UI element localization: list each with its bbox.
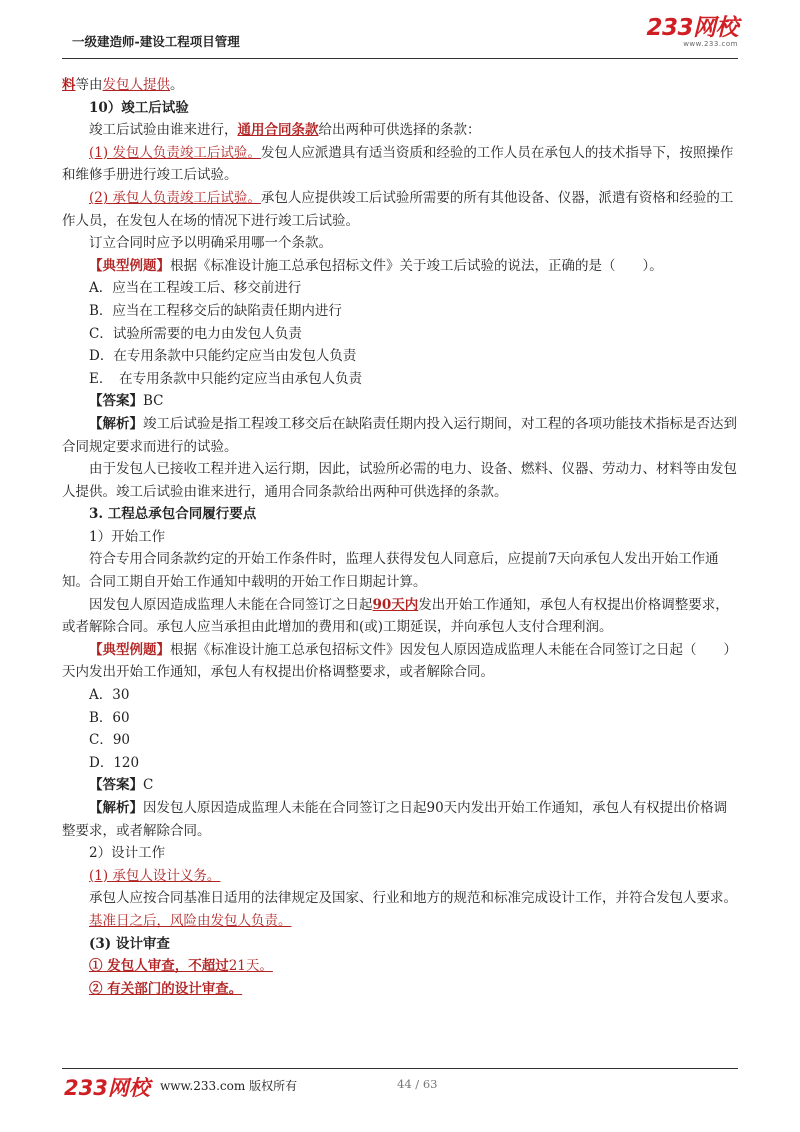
highlight-line: 基准日之后，风险由发包人负责。	[89, 912, 292, 929]
highlight-line: ② 有关部门的设计审查。	[89, 980, 243, 997]
paragraph: 由于发包人已接收工程并进入运行期，因此，试验所必需的电力、设备、燃料、仪器、劳动力、材料等由发包人提供。竣工后试验由谁来进行，通用合同条款给出两种可供选择的条款。	[62, 461, 737, 500]
logo-text: 233网校	[646, 15, 738, 41]
section-heading: 10）竣工后试验	[89, 99, 189, 116]
page-header	[62, 14, 738, 59]
choice-option: D．120	[89, 754, 140, 771]
section-heading: 3. 工程总承包合同履行要点	[89, 506, 257, 523]
page-footer	[62, 1068, 738, 1099]
footer-logo: 233网校	[64, 1076, 150, 1100]
footer-copyright: www.233.com 版权所有	[160, 1079, 298, 1093]
paragraph: 竣工后试验由谁来进行，通用合同条款给出两种可供选择的条款：	[89, 122, 481, 139]
paragraph: 符合专用合同条款约定的开始工作条件时，监理人获得发包人同意后，应提前7天向承包人发出开始工作通知。合同工期自开始工作通知中载明的开始工作日期起计算。	[62, 551, 719, 591]
subsection-heading: 1）开始工作	[89, 528, 166, 545]
highlight-line: ① 发包人审查，不超过21天。	[89, 958, 273, 975]
choice-option: D．在专用条款中只能约定应当由发包人负责	[89, 348, 357, 365]
page-number: 44 / 63	[397, 1077, 438, 1091]
example-question: 【典型例题】根据《标准设计施工总承包招标文件》关于竣工后试验的说法，正确的是（ ）。	[89, 257, 663, 274]
document-body	[62, 74, 738, 1000]
choice-option: A．应当在工程竣工后、移交前进行	[89, 280, 302, 297]
paragraph: 订立合同时应予以明确采用哪一个条款。	[89, 235, 332, 252]
subsection-heading: (3) 设计审查	[89, 935, 170, 952]
choice-option: C．90	[89, 732, 131, 749]
choice-option: A．30	[89, 687, 130, 704]
highlight-line: (1) 承包人设计义务。	[89, 867, 221, 884]
header-title: 一级建造师-建设工程项目管理	[72, 34, 240, 49]
answer-line: 【答案】C	[89, 777, 154, 794]
answer-line: 【答案】BC	[89, 393, 164, 410]
analysis-paragraph: 【解析】竣工后试验是指工程竣工移交后在缺陷责任期内投入运行期间，对工程的各项功能技术指标是否达到合同规定要求而进行的试验。	[62, 415, 737, 455]
analysis-paragraph: 【解析】因发包人原因造成监理人未能在合同签订之日起90天内发出开始工作通知，承包人有权提出价格调整要求，或者解除合同。	[62, 800, 728, 839]
choice-option: C．试验所需要的电力由发包人负责	[89, 325, 302, 342]
choice-option: E． 在专用条款中只能约定应当由承包人负责	[89, 370, 363, 387]
example-question: 【典型例题】根据《标准设计施工总承包招标文件》因发包人原因造成监理人未能在合同签订之日起（ ）天内发出开始工作通知，承包人有权提出价格调整要求，或者解除合同。	[62, 641, 737, 681]
option-paragraph: (2) 承包人负责竣工后试验。承包人应提供竣工后试验所需要的所有其他设备、仪器，派遣有资格和经验的工作人员，在发包人在场的情况下进行竣工后试验。	[62, 189, 734, 229]
continuation-line: 料等由发包人提供。	[62, 77, 184, 93]
brand-logo	[646, 16, 738, 49]
paragraph: 承包人应按合同基准日适用的法律规定及国家、行业和地方的规范和标准完成设计工作，并符合发包人要求。	[89, 890, 737, 907]
choice-option: B．应当在工程移交后的缺陷责任期内进行	[89, 302, 342, 319]
choice-option: B．60	[89, 709, 130, 726]
option-paragraph: (1) 发包人负责竣工后试验。发包人应派遣具有适当资质和经验的工作人员在承包人的技术指导下，按照操作和维修手册进行竣工后试验。	[62, 144, 734, 184]
logo-url: www.233.com	[683, 40, 738, 48]
subsection-heading: 2）设计工作	[89, 845, 166, 862]
paragraph: 因发包人原因造成监理人未能在合同签订之日起90天内发出开始工作通知，承包人有权提出价格调整要求，或者解除合同。承包人应当承担由此增加的费用和(或)工期延误，并向承包人支付合理利润。	[62, 596, 729, 636]
